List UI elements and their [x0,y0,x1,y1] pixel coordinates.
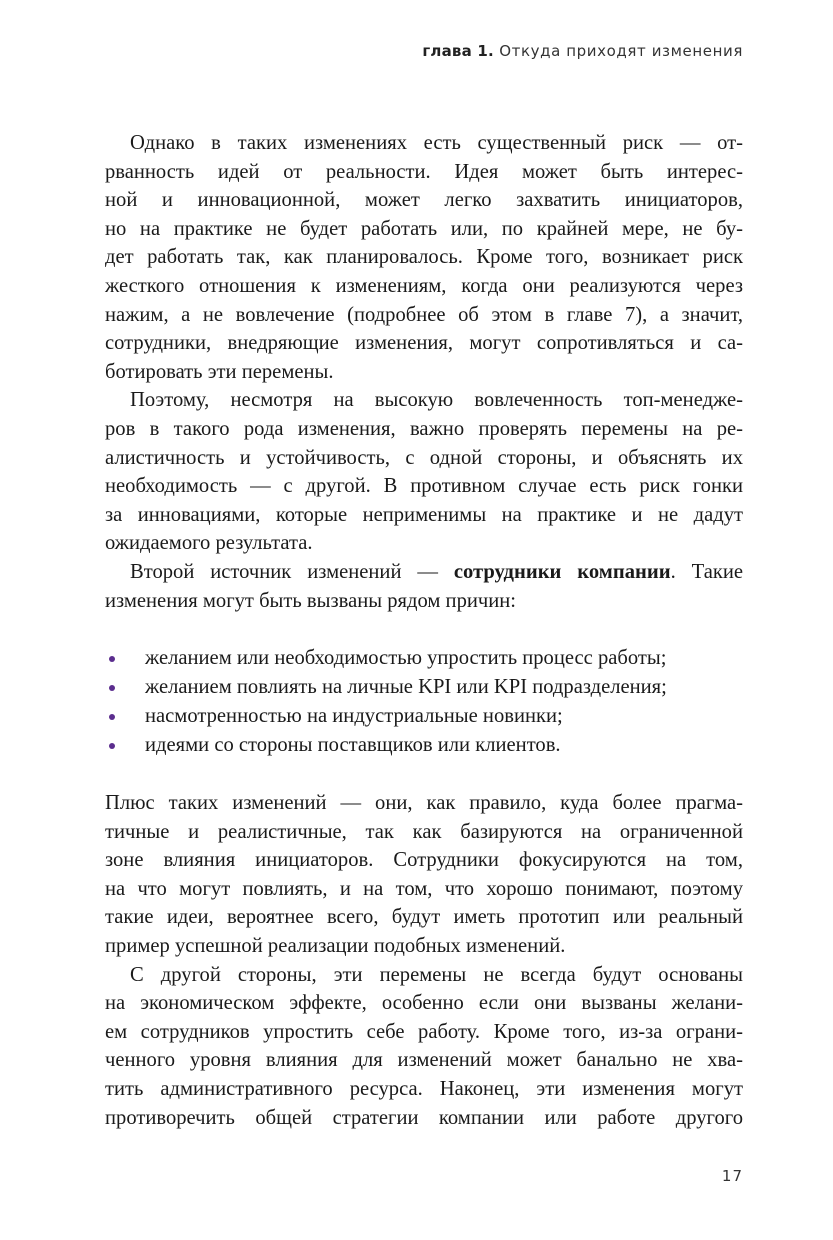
bullet-dot-icon [109,714,115,720]
text-line: Плюс таких изменений — они, как правило, куда более прагма- [105,792,743,815]
bullet-dot-icon [109,743,115,749]
text-line: необходимость — с другой. В противном случае есть риск гонки [105,475,743,498]
text-line: на экономическом эффекте, особенно если они вызваны желани- [105,992,743,1015]
paragraph [105,961,743,1133]
text-line: но на практике не будет работать или, по крайней мере, не бу- [105,217,743,240]
text-line: ной и инновационной, может легко захватить инициаторов, [105,189,743,212]
text-span: Второй источник изменений — [130,560,454,583]
chapter-title: Откуда приходят изменения [499,42,743,60]
paragraphs-after [105,789,743,1132]
bullet-list [105,644,743,760]
text-line: тить административного ресурса. Наконец, эти изменения могут [105,1078,743,1101]
text-line: нажим, а не вовлечение (подробнее об этом в главе 7), а значит, [105,303,743,326]
text-line: зоне влияния инициаторов. Сотрудники фокусируются на том, [105,849,743,872]
text-line: дет работать так, как планировалось. Кроме того, возникает риск [105,246,743,269]
list-item [105,702,743,731]
text-span: . Такие [670,560,743,583]
text-line: рванность идей от реальности. Идея может быть интерес- [105,160,743,183]
list-item-text: насмотренностью на индустриальные новинки; [145,705,563,728]
text-line: жесткого отношения к изменениям, когда они реализуются через [105,274,743,297]
text-line: ем сотрудников упростить себе работу. Кроме того, из-за ограни- [105,1020,743,1043]
paragraph [105,789,743,961]
list-item [105,731,743,760]
text-line: Поэтому, несмотря на высокую вовлеченность топ-менедже- [130,389,743,412]
text-line: тичные и реалистичные, так как базируются на ограниченной [105,820,743,843]
list-item [105,644,743,673]
bullet-dot-icon [109,685,115,691]
paragraphs-before [105,129,743,558]
text-line: алистичность и устойчивость, с одной стороны, и объяснять их [105,446,743,469]
text-line: сотрудники, внедряющие изменения, могут сопротивляться и са- [105,332,743,355]
text-line: изменения могут быть вызваны рядом причин: [105,589,517,612]
page-number: 17 [721,1167,743,1185]
text-line: Однако в таких изменениях есть существенный риск — от- [130,132,743,154]
text-line: пример успешной реализации подобных изменений. [105,935,566,958]
running-header [422,42,743,60]
page-body [105,129,743,1132]
text-line: ров в такого рода изменения, важно проверять перемены на ре- [105,417,743,440]
list-item-text: желанием повлиять на личные KPI или KPI подразделения; [145,676,667,699]
list-item-text: идеями со стороны поставщиков или клиентов. [145,734,561,757]
text-line [105,558,743,587]
text-line: за инновациями, которые неприменимы на практике и не дадут [105,503,743,526]
paragraph [105,129,743,386]
paragraph-sources [105,558,743,615]
text-line: ожидаемого результата. [105,532,313,555]
list-item-text: желанием или необходимостью упростить процесс работы; [145,647,667,670]
text-line: ботировать эти перемены. [105,360,334,383]
bold-term: сотрудники компании [453,560,671,583]
text-line: ченного уровня влияния для изменений может банально не хва- [105,1049,743,1072]
chapter-label: глава 1. [422,42,494,60]
text-line: на что могут повлиять, и на том, что хорошо понимают, поэтому [105,877,743,900]
paragraph [105,386,743,558]
bullet-dot-icon [109,656,115,662]
text-line: противоречить общей стратегии компании или работе другого [105,1106,743,1129]
text-line: С другой стороны, эти перемены не всегда будут основаны [130,963,743,986]
list-item [105,673,743,702]
text-line: такие идеи, вероятнее всего, будут иметь прототип или реальный [105,906,743,929]
